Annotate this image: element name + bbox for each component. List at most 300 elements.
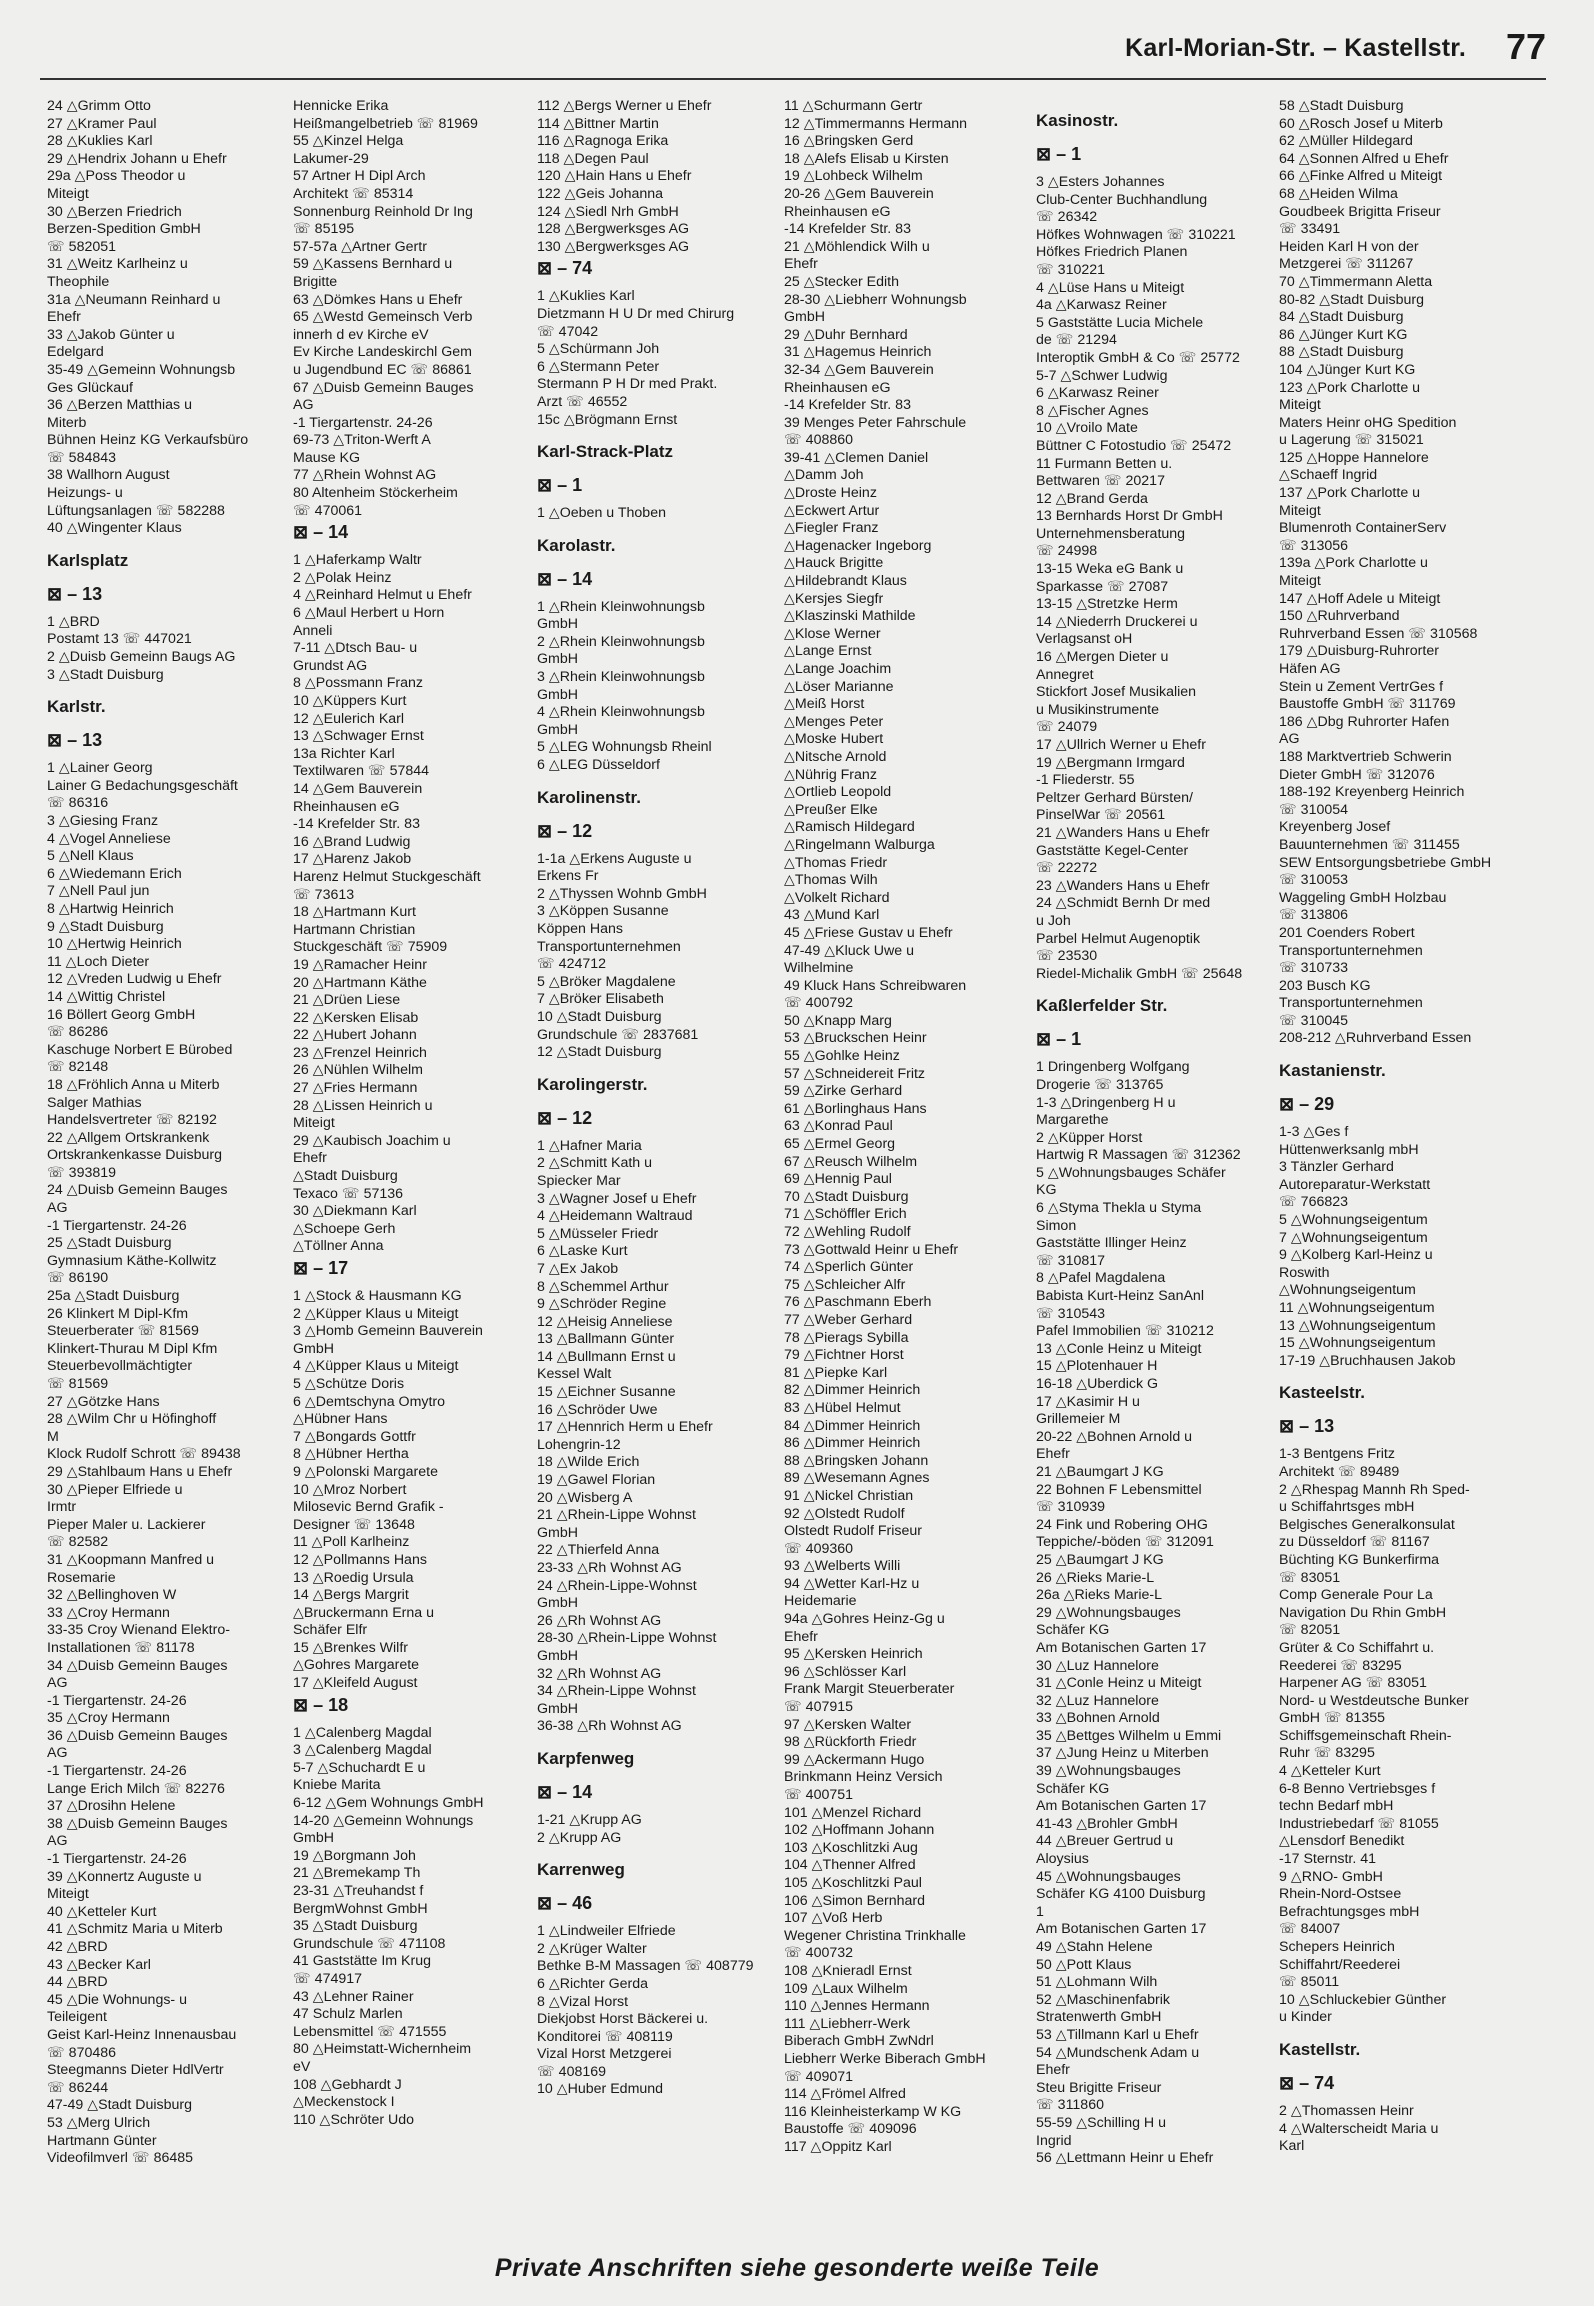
directory-entry: 11 △Poll Karlheinz (293, 1534, 410, 1551)
directory-entry: 10 △Mroz Norbert (293, 1481, 407, 1498)
directory-entry: Lakumer-29 (293, 150, 369, 167)
directory-entry: ☏ 24079 (1036, 719, 1098, 736)
directory-entry: 24 △Schmidt Bernh Dr med (1036, 895, 1211, 912)
directory-entry: GmbH (537, 686, 578, 703)
postal-district: ⊠ – 74 (1279, 2072, 1335, 2093)
directory-entry: 1-1a △Erkens Auguste u (537, 850, 692, 867)
directory-entry: △Droste Heinz (784, 485, 877, 502)
directory-entry: 1 △Hafner Maria (537, 1137, 642, 1154)
directory-entry: Miteigt (1279, 502, 1321, 519)
directory-entry: Rosemarie (47, 1569, 116, 1586)
directory-entry: 65 △Ermel Georg (784, 1136, 896, 1153)
directory-entry: 45 △Die Wohnungs- u (47, 1991, 187, 2008)
directory-entry: Heiden Karl H von der (1279, 238, 1419, 255)
directory-entry: 101 △Menzel Richard (784, 1804, 922, 1821)
page-title: Karl-Morian-Str. – Kastellstr. (1125, 34, 1466, 62)
directory-entry: 45 △Wohnungsbauges (1036, 1868, 1181, 1885)
directory-entry: ☏ 470061 (293, 502, 363, 519)
directory-entry: 29 △Hendrix Johann u Ehefr (47, 150, 227, 167)
directory-entry: 94a △Gohres Heinz-Gg u (784, 1611, 945, 1628)
directory-entry: 9 △Schröder Regine (537, 1296, 667, 1313)
directory-entry: Handelsvertreter ☏ 82192 (47, 1112, 217, 1129)
directory-entry: 4 △Vogel Anneliese (47, 830, 171, 847)
directory-entry: Schiffsgemeinschaft Rhein- (1279, 1727, 1452, 1744)
directory-entry: 93 △Welberts Willi (784, 1558, 901, 1575)
directory-entry: 19 △Gawel Florian (537, 1472, 656, 1489)
directory-entry: 2 △Rhespag Mannh Rh Sped- (1279, 1481, 1470, 1498)
directory-entry: 84 △Dimmer Heinrich (784, 1417, 921, 1434)
directory-entry: 23 △Frenzel Heinrich (293, 1044, 427, 1061)
directory-entry: M (47, 1428, 59, 1445)
directory-entry: Nord- u Westdeutsche Bunker (1279, 1692, 1469, 1709)
directory-entry: Postamt 13 ☏ 447021 (47, 631, 192, 648)
directory-entry: 8 △Possmann Franz (293, 675, 423, 692)
directory-entry: GmbH (537, 1524, 578, 1541)
directory-entry: 5 △Wohnungsbauges Schäfer (1036, 1164, 1226, 1181)
directory-entry: Comp Generale Pour La (1279, 1587, 1433, 1604)
directory-entry: 55 △Gohlke Heinz (784, 1048, 900, 1065)
directory-entry: 2 △Krüger Walter (537, 1940, 647, 1957)
street-heading: Karolinenstr. (537, 787, 641, 807)
directory-entry: 65 △Westd Gemeinsch Verb (293, 309, 473, 326)
directory-entry: 12 △Heisig Anneliese (537, 1313, 673, 1330)
directory-entry: 11 △Loch Dieter (47, 953, 150, 970)
directory-entry: 116 △Ragnoga Erika (537, 133, 669, 150)
directory-entry: Pieper Maler u. Lackierer (47, 1516, 206, 1533)
postal-district: ⊠ – 12 (537, 820, 593, 841)
directory-entry: 39 △Konnertz Auguste u (47, 1868, 202, 1885)
directory-entry: 124 △Siedl Nrh GmbH (537, 203, 679, 220)
directory-entry: Rheinhausen eG (784, 379, 891, 396)
directory-entry: Baustoffe GmbH ☏ 311769 (1279, 696, 1456, 713)
directory-entry: ☏ 86244 (47, 2079, 109, 2096)
directory-entry: Steu Brigitte Friseur (1036, 2079, 1162, 2096)
directory-entry: ☏ 84007 (1279, 1921, 1341, 1938)
directory-entry: 15 △Wohnungseigentum (1279, 1335, 1436, 1352)
directory-entry: 86 △Jünger Kurt KG (1279, 326, 1408, 343)
directory-entry: 2 △Thomassen Heinr (1279, 2102, 1414, 2119)
directory-entry: zu Düsseldorf ☏ 81167 (1279, 1534, 1430, 1551)
directory-entry: u Schiffahrtsges mbH (1279, 1499, 1415, 1516)
postal-district: ⊠ – 14 (537, 568, 593, 589)
directory-entry: 20-26 △Gem Bauverein (784, 185, 934, 202)
directory-entry: ☏ 313056 (1279, 537, 1349, 554)
directory-entry: △Lange Ernst (784, 643, 872, 660)
directory-entry: △Hübner Hans (293, 1411, 388, 1428)
directory-entry: Reederei ☏ 83295 (1279, 1657, 1402, 1674)
directory-entry: 86 △Dimmer Heinrich (784, 1435, 921, 1452)
directory-entry: △Lensdorf Benedikt (1279, 1833, 1405, 1850)
directory-entry: Höfkes Wohnwagen ☏ 310221 (1036, 226, 1236, 243)
directory-entry: Transportunternehmen (537, 938, 681, 955)
directory-entry: ☏ 474917 (293, 1970, 363, 1987)
directory-entry: 102 △Hoffmann Johann (784, 1822, 935, 1839)
directory-entry: Dietzmann H U Dr med Chirurg (537, 305, 735, 322)
directory-entry: 32 △Rh Wohnst AG (537, 1665, 662, 1682)
directory-entry: 22 △Allgem Ortskrankenk (47, 1129, 210, 1146)
directory-entry: 27 △Fries Hermann (293, 1080, 418, 1097)
directory-entry: Befrachtungsges mbH (1279, 1903, 1420, 1920)
directory-entry: 8 △Hübner Hertha (293, 1446, 409, 1463)
directory-entry: 4 △Lüse Hans u Miteigt (1036, 279, 1185, 296)
directory-entry: 3 △Giesing Franz (47, 813, 159, 829)
directory-entry: Biberach GmbH ZwNdrl (784, 2033, 934, 2050)
postal-district: ⊠ – 13 (47, 730, 103, 751)
directory-entry: 7 △Bongards Gottfr (293, 1428, 416, 1445)
directory-entry: 32 △Bellinghoven W (47, 1587, 177, 1604)
directory-entry: 13 △Schwager Ernst (293, 728, 424, 745)
directory-entry: 117 △Oppitz Karl (784, 2138, 892, 2155)
directory-entry: 43 △Mund Karl (784, 907, 880, 924)
directory-entry: Salger Mathias (47, 1094, 142, 1111)
directory-entry: 12 △Pollmanns Hans (293, 1551, 427, 1568)
directory-entry: Harenz Helmut Stuckgeschäft (293, 868, 481, 885)
directory-entry: Texaco ☏ 57136 (293, 1185, 404, 1202)
directory-entry: Installationen ☏ 81178 (47, 1639, 195, 1656)
directory-entry: △Klaszinski Mathilde (784, 608, 916, 625)
directory-entry: 122 △Geis Johanna (537, 185, 664, 202)
directory-entry: 15 △Brenkes Wilfr (293, 1639, 408, 1656)
directory-entry: ☏ 85195 (293, 221, 355, 238)
directory-entry: 14 △Bullmann Ernst u (537, 1348, 676, 1365)
directory-entry: 147 △Hoff Adele u Miteigt (1279, 590, 1441, 607)
directory-entry: Vizal Horst Metzgerei (537, 2046, 672, 2063)
directory-entry: ☏ 310543 (1036, 1305, 1106, 1322)
directory-column-2 (293, 98, 528, 2129)
directory-entry: 6 △Richter Gerda (537, 1975, 649, 1992)
directory-entry: 21 △Rhein-Lippe Wohnst (537, 1507, 696, 1524)
directory-entry: 186 △Dbg Ruhrorter Hafen (1279, 713, 1450, 730)
directory-entry: △Stadt Duisburg (293, 1168, 398, 1185)
directory-entry: 6 △Stermann Peter (537, 358, 660, 375)
directory-entry: AG (293, 397, 314, 414)
directory-entry: Milosevic Bernd Grafik - (293, 1499, 444, 1516)
directory-entry: 13 △Ballmann Günter (537, 1331, 675, 1348)
directory-entry: ☏ 407915 (784, 1699, 854, 1716)
directory-entry: 15 △Eichner Susanne (537, 1384, 676, 1401)
directory-entry: 7-11 △Dtsch Bau- u (293, 640, 418, 657)
directory-entry: 201 Coenders Robert (1279, 924, 1415, 941)
directory-entry: Am Botanischen Garten 17 (1036, 1639, 1207, 1656)
directory-entry: 4 △Walterscheidt Maria u (1279, 2120, 1439, 2137)
directory-entry: △Hildebrandt Klaus (784, 573, 907, 590)
directory-entry: Dieter GmbH ☏ 312076 (1279, 766, 1435, 783)
directory-entry: Sparkasse ☏ 27087 (1036, 578, 1169, 595)
directory-entry: 106 △Simon Bernhard (784, 1892, 926, 1909)
directory-entry: 27 △Götzke Hans (47, 1393, 160, 1410)
directory-entry: 107 △Voß Herb (784, 1910, 883, 1927)
directory-entry: 23-31 △Treuhandst f (293, 1883, 424, 1899)
directory-entry: Diekjobst Horst Bäckerei u. (537, 2011, 709, 2028)
directory-entry: 84 △Stadt Duisburg (1279, 309, 1404, 326)
directory-entry: 73 △Gottwald Heinr u Ehefr (784, 1241, 959, 1258)
directory-entry: 2 △Rhein Kleinwohnungsb (537, 633, 705, 650)
postal-district: ⊠ – 1 (1036, 1029, 1082, 1050)
directory-entry: 17 △Hennrich Herm u Ehefr (537, 1419, 713, 1436)
directory-entry: 7 △Bröker Elisabeth (537, 991, 664, 1008)
directory-entry: Riedel-Michalik GmbH ☏ 25648 (1036, 965, 1243, 982)
directory-entry: 19 △Ramacher Heinr (293, 956, 427, 973)
directory-entry: 30 △Diekmann Karl (293, 1203, 417, 1220)
directory-entry: Navigation Du Rhin GmbH (1279, 1604, 1447, 1621)
directory-entry: de ☏ 21294 (1036, 332, 1117, 349)
directory-entry: AG (1279, 731, 1300, 748)
directory-entry: BergmWohnst GmbH (293, 1900, 428, 1917)
directory-entry: Ehefr (47, 309, 81, 326)
directory-entry: 74 △Sperlich Günter (784, 1259, 914, 1276)
directory-entry: 2 △Duisb Gemeinn Baugs AG (47, 649, 236, 666)
directory-entry: 13-15 △Stretzke Herm (1036, 596, 1178, 613)
directory-entry: 6 △LEG Düsseldorf (537, 757, 660, 774)
directory-entry: GmbH ☏ 81355 (1279, 1710, 1386, 1727)
directory-entry: GmbH (537, 616, 578, 633)
directory-entry: 37 △Drosihn Helene (47, 1798, 176, 1815)
directory-entry: △Hauck Brigitte (784, 555, 884, 572)
directory-entry: 81 △Piepke Karl (784, 1364, 888, 1381)
directory-entry: ☏ 86316 (47, 795, 109, 812)
directory-entry: 22 △Thierfeld Anna (537, 1542, 660, 1559)
directory-entry: Industriebedarf ☏ 81055 (1279, 1815, 1439, 1832)
directory-entry: GmbH (293, 1830, 334, 1847)
directory-entry: Bethke B-M Massagen ☏ 408779 (537, 1958, 754, 1975)
directory-entry: 33 △Jakob Günter u (47, 326, 175, 343)
directory-entry: ☏ 310045 (1279, 1012, 1349, 1029)
directory-entry: 1 △Rhein Kleinwohnungsb (537, 598, 705, 615)
directory-entry: 96 △Schlösser Karl (784, 1663, 907, 1680)
directory-entry: 30 △Berzen Friedrich (47, 203, 182, 220)
street-heading: Kastellstr. (1279, 2039, 1361, 2059)
directory-entry: Club-Center Buchhandlung (1036, 191, 1208, 208)
directory-entry: ☏ 47042 (537, 323, 599, 340)
directory-entry: 120 △Hain Hans u Ehefr (537, 168, 692, 185)
directory-entry: 4 △Rhein Kleinwohnungsb (537, 704, 705, 721)
directory-entry: Edelgard (47, 344, 104, 361)
directory-entry: 66 △Finke Alfred u Miteigt (1279, 168, 1443, 185)
directory-entry: Ehefr (1036, 2062, 1070, 2079)
directory-entry: Gaststätte Illinger Heinz (1036, 1235, 1187, 1252)
directory-entry: ☏ 26342 (1036, 209, 1098, 226)
directory-entry: 12 △Eulerich Karl (293, 710, 405, 727)
postal-district: ⊠ – 18 (293, 1694, 349, 1715)
directory-entry: GmbH (537, 721, 578, 738)
directory-entry: 21 △Wanders Hans u Ehefr (1036, 824, 1210, 841)
directory-entry: 26 △Rh Wohnst AG (537, 1612, 662, 1629)
directory-entry: 137 △Pork Charlotte u (1279, 485, 1421, 502)
directory-entry: Geist Karl-Heinz Innenausbau (47, 2026, 237, 2043)
directory-entry: 13 △Wohnungseigentum (1279, 1317, 1436, 1334)
directory-entry: Brinkmann Heinz Versich (784, 1769, 943, 1786)
directory-entry: 83 △Hübel Helmut (784, 1399, 901, 1416)
directory-entry: 43 △Lehner Rainer (293, 1988, 414, 2005)
directory-entry: 118 △Degen Paul (537, 150, 649, 167)
directory-entry: ☏ 400751 (784, 1787, 854, 1803)
directory-entry: 57-57a △Artner Gertr (293, 238, 427, 255)
directory-entry: 1 △Oeben u Thoben (537, 505, 666, 522)
footer-note: Private Anschriften siehe gesonderte weiße Teile (494, 2254, 1100, 2282)
directory-entry: 4a △Karwasz Reiner (1036, 297, 1167, 314)
directory-entry: 71 △Schöffler Erich (784, 1206, 907, 1223)
directory-entry: 32 △Luz Hannelore (1036, 1692, 1159, 1709)
directory-entry: 6 △Laske Kurt (537, 1243, 628, 1260)
street-heading: Kastanienstr. (1279, 1061, 1386, 1081)
directory-entry: 78 △Pierags Sybilla (784, 1329, 909, 1346)
directory-entry: 10 △Hertwig Heinrich (47, 936, 182, 953)
directory-entry: Rhein-Nord-Ostsee (1279, 1886, 1402, 1903)
directory-entry: 56 △Lettmann Heinr u Ehefr (1036, 2150, 1214, 2167)
directory-entry: 13 Bernhards Horst Dr GmbH (1036, 508, 1223, 525)
directory-entry: 17-19 △Bruchhausen Jakob (1279, 1352, 1456, 1369)
directory-entry: Interoptik GmbH & Co ☏ 25772 (1036, 349, 1240, 366)
directory-entry: 11 △Wohnungseigentum (1279, 1300, 1435, 1316)
directory-entry: Ehefr (293, 1150, 327, 1167)
directory-entry: 104 △Thenner Alfred (784, 1857, 916, 1874)
postal-district: ⊠ – 14 (293, 522, 349, 543)
directory-entry: Ruhrverband Essen ☏ 310568 (1279, 625, 1478, 642)
directory-entry: 27 △Kramer Paul (47, 115, 157, 132)
directory-entry: 1 △Calenberg Magdal (293, 1724, 432, 1741)
directory-entry: 52 △Maschinenfabrik (1036, 1991, 1170, 2008)
directory-entry: Drogerie ☏ 313765 (1036, 1076, 1164, 1093)
directory-entry: 29 △Duhr Bernhard (784, 326, 908, 343)
directory-entry: 54 △Mundschenk Adam u (1036, 2044, 1200, 2061)
directory-entry: 179 △Duisburg-Ruhrorter (1279, 643, 1439, 660)
directory-entry: Baustoffe ☏ 409096 (784, 2121, 917, 2138)
directory-entry: 98 △Rückforth Friedr (784, 1734, 917, 1751)
directory-entry: ☏ 81569 (47, 1376, 109, 1392)
directory-entry: 35 △Stadt Duisburg (293, 1918, 418, 1935)
directory-entry: Schäfer Elfr (293, 1622, 368, 1639)
directory-entry: ☏ 313806 (1279, 907, 1349, 924)
directory-entry: 116 Kleinheisterkamp W KG (784, 2103, 962, 2120)
directory-entry: 57 Artner H Dipl Arch (293, 168, 426, 185)
directory-entry: 8 △Schemmel Arthur (537, 1278, 669, 1295)
directory-entry: △Klose Werner (784, 625, 881, 642)
directory-entry: 31a △Neumann Reinhard u (47, 291, 221, 308)
directory-entry: 99 △Ackermann Hugo (784, 1751, 925, 1768)
directory-entry: 34 △Duisb Gemeinn Bauges (47, 1657, 228, 1674)
directory-entry: 22 △Kersken Elisab (293, 1009, 419, 1026)
directory-entry: 4 △Heidemann Waltraud (537, 1208, 693, 1225)
directory-entry: ☏ 310054 (1279, 801, 1349, 818)
directory-entry: 63 △Dömkes Hans u Ehefr (293, 291, 463, 308)
directory-entry: 2 △Küpper Horst (1036, 1129, 1143, 1146)
directory-entry: Bühnen Heinz KG Verkaufsbüro (47, 432, 249, 449)
postal-district: ⊠ – 1 (537, 475, 583, 496)
directory-entry: 82 △Dimmer Heinrich (784, 1382, 921, 1399)
directory-entry: ☏ 310221 (1036, 261, 1106, 278)
directory-entry: 108 △Knieradl Ernst (784, 1962, 912, 1979)
directory-entry: u Joh (1036, 912, 1071, 929)
directory-entry: 9 △Kolberg Karl-Heinz u (1279, 1247, 1433, 1264)
directory-entry: 35-49 △Gemeinn Wohnungsb (47, 361, 236, 378)
directory-entry: -14 Krefelder Str. 83 (784, 397, 911, 414)
directory-entry: Spiecker Mar (537, 1172, 621, 1189)
directory-entry: 37 △Jung Heinz u Miterben (1036, 1745, 1209, 1762)
directory-entry: 18 △Wilde Erich (537, 1454, 640, 1471)
directory-entry: ☏ 400792 (784, 995, 854, 1012)
directory-entry: 5 Gaststätte Lucia Michele (1036, 314, 1204, 331)
directory-entry: 20-22 △Bohnen Arnold u (1036, 1428, 1193, 1445)
directory-entry: ☏ 86286 (47, 1024, 109, 1041)
directory-entry: 75 △Schleicher Alfr (784, 1276, 906, 1293)
directory-entry: Lüftungsanlagen ☏ 582288 (47, 502, 225, 519)
directory-entry: Klinkert-Thurau M Dipl Kfm (47, 1340, 218, 1357)
directory-entry: 24 △Duisb Gemeinn Bauges (47, 1182, 228, 1199)
street-heading: Karlsplatz (47, 550, 129, 570)
directory-entry: △Ringelmann Walburga (784, 836, 935, 853)
directory-entry: 26 △Nühlen Wilhelm (293, 1062, 423, 1079)
directory-entry: 12 △Vreden Ludwig u Ehefr (47, 971, 222, 988)
directory-entry: 35 △Croy Hermann (47, 1710, 170, 1727)
directory-entry: 33 △Bohnen Arnold (1036, 1710, 1160, 1727)
directory-entry: 2 △Polak Heinz (293, 569, 392, 586)
directory-entry: △Meiß Horst (784, 696, 865, 713)
directory-entry: ☏ 408860 (784, 432, 854, 449)
directory-entry: △Meckenstock I (293, 2094, 395, 2111)
directory-entry: GmbH (537, 1647, 578, 1664)
directory-entry: Ehefr (784, 1628, 818, 1645)
directory-entry: ☏ 582051 (47, 238, 117, 255)
directory-entry: ☏ 86190 (47, 1270, 109, 1287)
directory-entry: 1 △Lindweiler Elfriede (537, 1923, 676, 1940)
directory-entry: 2 △Küpper Klaus u Miteigt (293, 1305, 459, 1322)
directory-entry: 8 △Vizal Horst (537, 1993, 629, 2010)
directory-entry: 21 △Möhlendick Wilh u (784, 238, 930, 255)
directory-entry: 109 △Laux Wilhelm (784, 1980, 908, 1997)
directory-entry: ☏ 23530 (1036, 948, 1098, 965)
directory-entry: 10 △Vroilo Mate (1036, 420, 1138, 437)
directory-entry: AG (47, 1833, 68, 1850)
directory-entry: 39 Menges Peter Fahrschule (784, 414, 967, 431)
postal-district: ⊠ – 13 (1279, 1416, 1335, 1437)
street-heading: Kasteelstr. (1279, 1383, 1365, 1403)
directory-entry: 59 △Zirke Gerhard (784, 1083, 903, 1100)
directory-entry: 128 △Bergwerksges AG (537, 221, 690, 238)
directory-entry: 79 △Fichtner Horst (784, 1347, 904, 1364)
directory-entry: 3 △Köppen Susanne (537, 903, 669, 920)
directory-entry: 47-49 △Stadt Duisburg (47, 2097, 192, 2114)
directory-entry: 89 △Wesemann Agnes (784, 1470, 930, 1487)
directory-entry: 31 △Koopmann Manfred u (47, 1551, 215, 1568)
directory-entry: 76 △Paschmann Eberh (784, 1294, 932, 1311)
directory-entry: Lebensmittel ☏ 471555 (293, 2023, 447, 2040)
directory-entry: 130 △Bergwerksges AG (537, 238, 690, 255)
directory-entry: 2 △Schmitt Kath u (537, 1155, 653, 1172)
directory-entry: 88 △Stadt Duisburg (1279, 344, 1404, 361)
directory-entry: ☏ 83051 (1279, 1569, 1341, 1586)
directory-entry: △Schoepe Gerh (293, 1220, 396, 1237)
directory-entry: 6 △Maul Herbert u Horn (293, 605, 445, 622)
directory-entry: Ev Kirche Landeskirchl Gem (293, 344, 472, 361)
directory-entry: 28 △Lissen Heinrich u (293, 1097, 433, 1114)
directory-entry: 47 Schulz Marlen (293, 2006, 403, 2023)
directory-entry: 30 △Pieper Elfriede u (47, 1481, 183, 1498)
page-number: 77 (1505, 26, 1546, 67)
directory-entry: Miteigt (1279, 573, 1321, 590)
directory-entry: 88 △Bringsken Johann (784, 1452, 929, 1469)
directory-entry: 17 △Kasimir H u (1036, 1393, 1140, 1410)
directory-entry: 36 △Berzen Matthias u (47, 397, 192, 414)
directory-entry: 31 △Hagemus Heinrich (784, 344, 932, 361)
directory-entry: 1 Dringenberg Wolfgang (1036, 1059, 1190, 1076)
directory-entry: -1 Tiergartenstr. 24-26 (47, 1851, 187, 1868)
directory-entry: 23-33 △Rh Wohnst AG (537, 1560, 682, 1576)
directory-entry: △Löser Marianne (784, 678, 894, 695)
directory-entry: -1 Fliederstr. 55 (1036, 772, 1135, 789)
directory-entry: 67 △Duisb Gemeinn Bauges (293, 379, 474, 396)
directory-entry: AG (47, 1675, 68, 1692)
directory-entry: 9 △Stadt Duisburg (47, 918, 164, 935)
